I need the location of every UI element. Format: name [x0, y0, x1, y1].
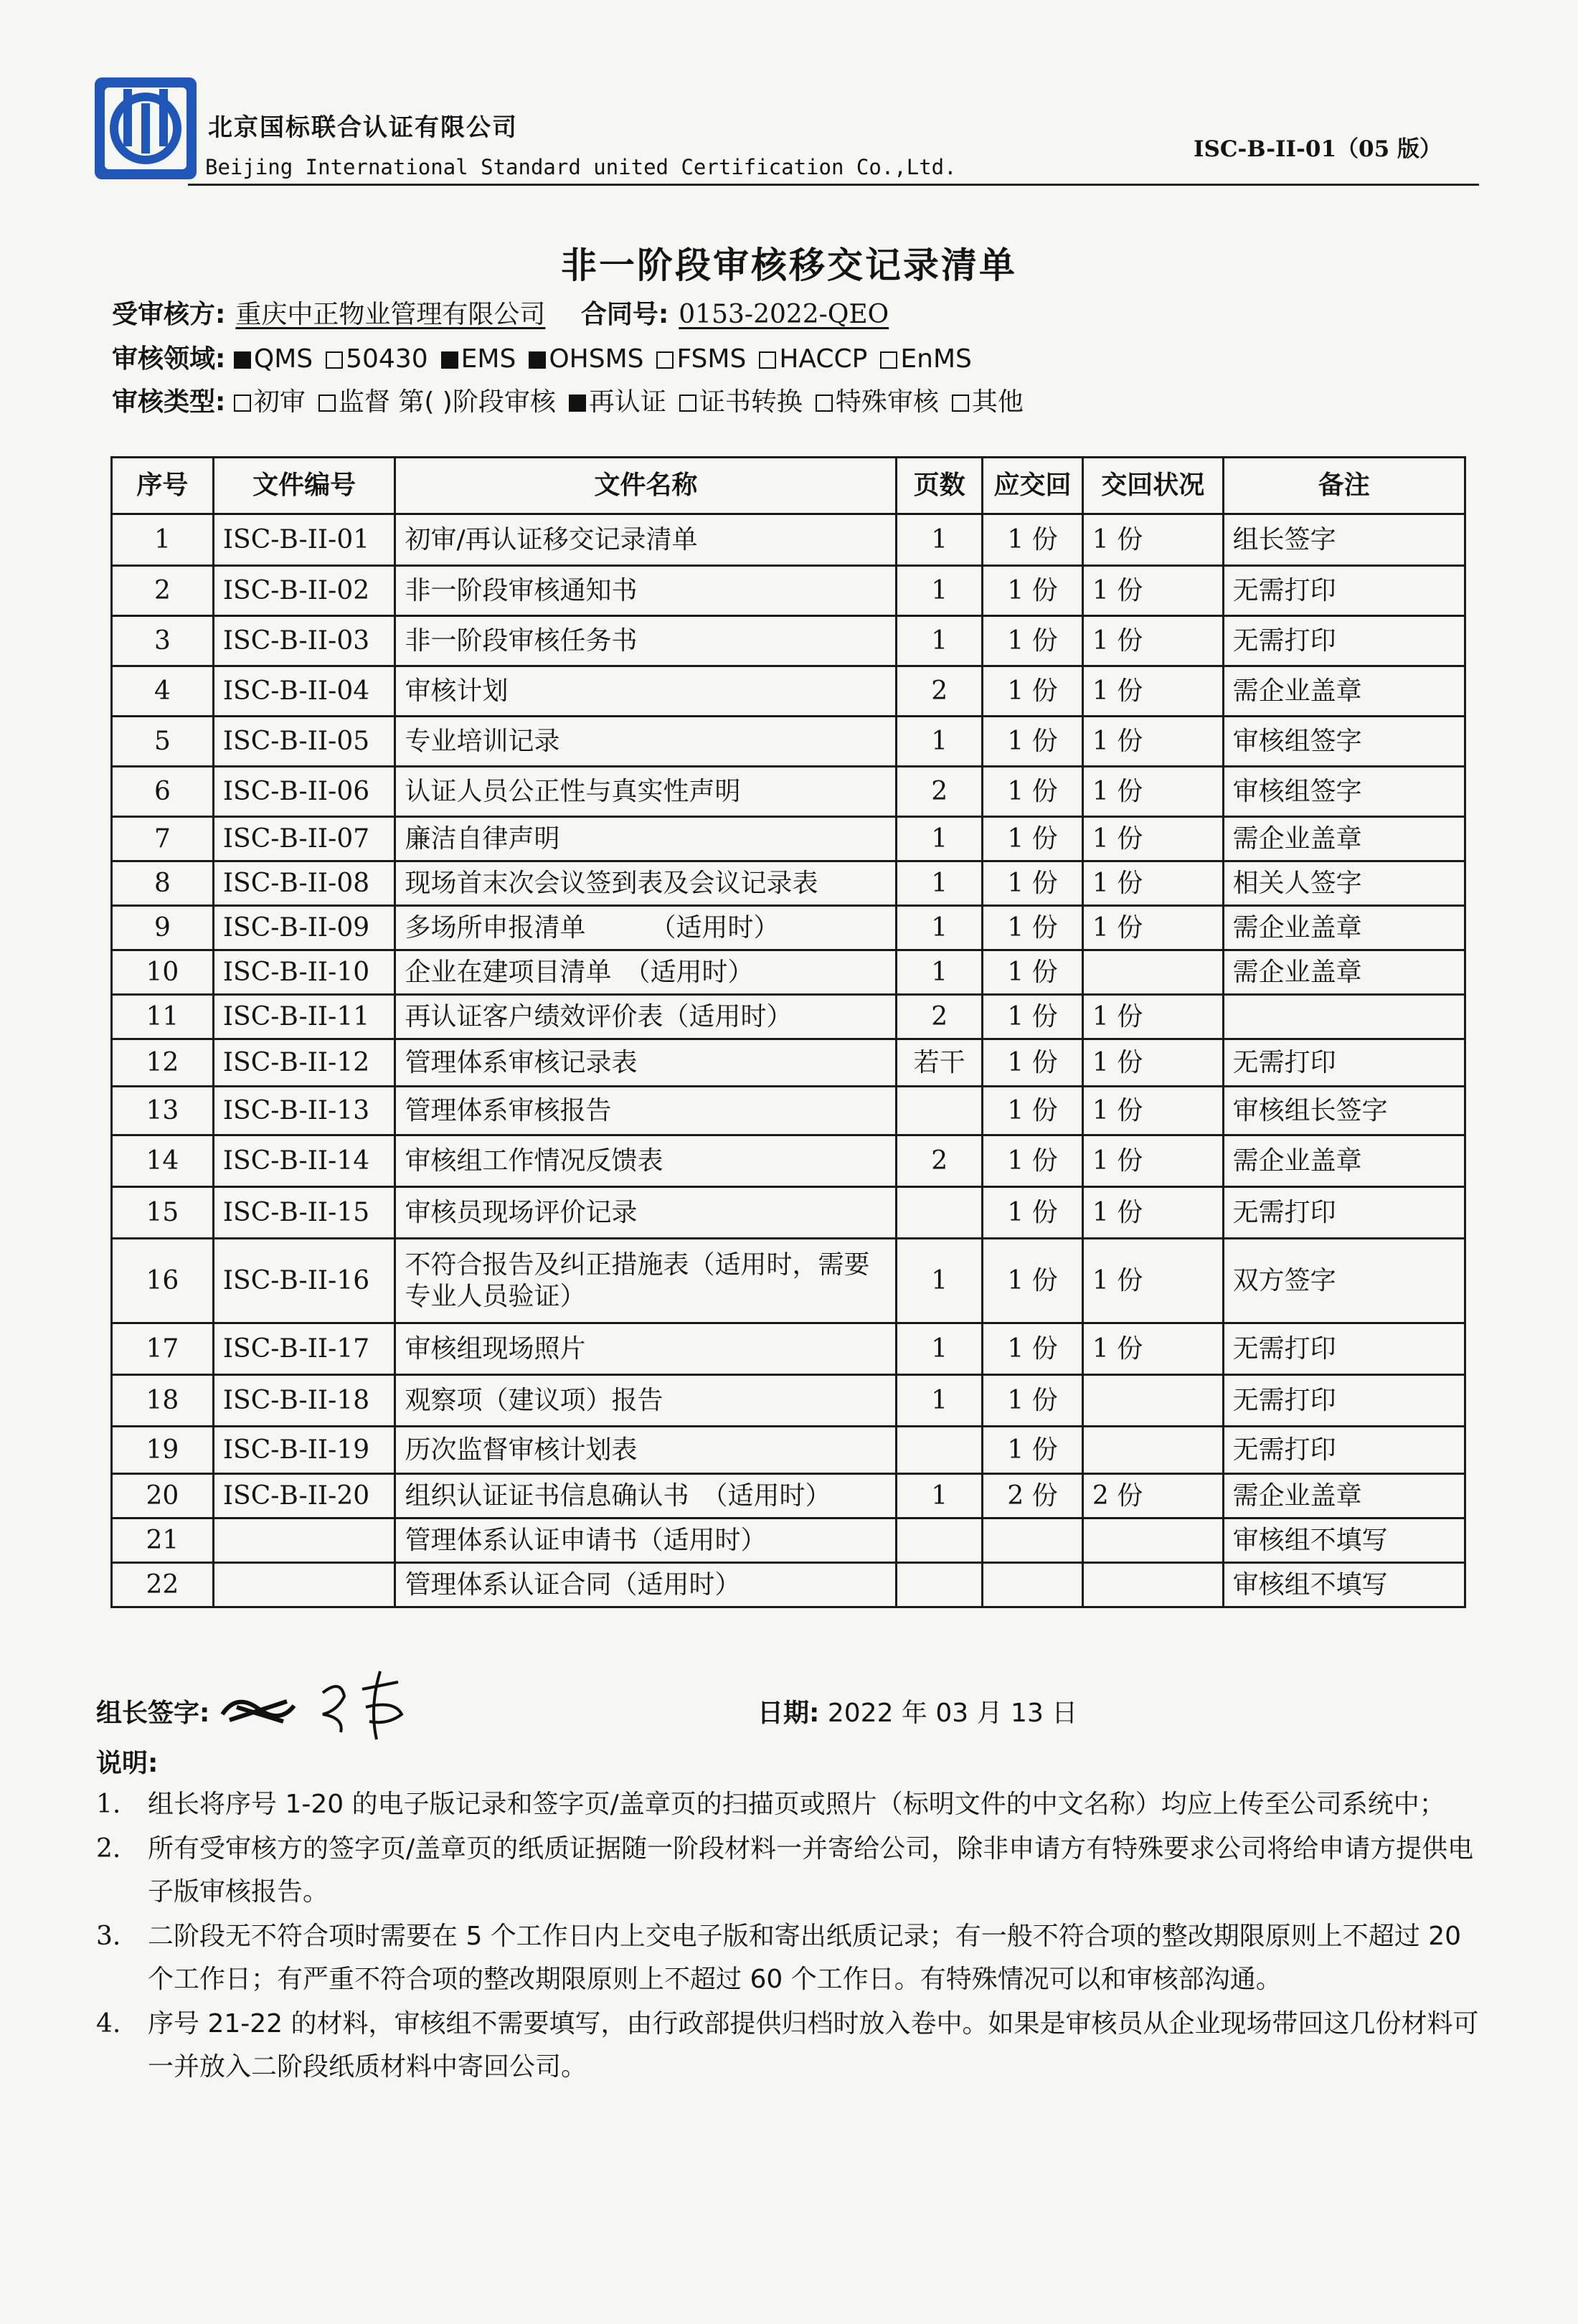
audit-domains-label: 审核领域:	[112, 344, 226, 374]
table-cell: 17	[112, 1323, 214, 1375]
table-cell: ISC-B-II-04	[213, 666, 395, 717]
auditee-line	[112, 294, 899, 331]
table-cell: 不符合报告及纠正措施表（适用时，需要专业人员验证）	[395, 1239, 897, 1323]
table-cell: 16	[112, 1239, 214, 1323]
table-cell: 1	[897, 514, 983, 566]
table-cell	[213, 1518, 395, 1563]
table-cell: 审核组现场照片	[395, 1323, 897, 1375]
table-cell: ISC-B-II-17	[213, 1323, 395, 1375]
table-cell: 1 份	[1082, 995, 1223, 1039]
table-cell: ISC-B-II-18	[213, 1375, 395, 1427]
table-cell: ISC-B-II-02	[213, 566, 395, 616]
leader-signature-label: 组长签字:	[96, 1699, 210, 1728]
table-cell: 1 份	[983, 817, 1083, 861]
table-cell	[897, 1563, 983, 1607]
table-row	[112, 1187, 1465, 1239]
table-cell: ISC-B-II-08	[213, 861, 395, 906]
table-cell	[897, 1187, 983, 1239]
table-cell	[983, 1563, 1083, 1607]
table-cell: 2	[897, 995, 983, 1039]
table-cell: 1 份	[1082, 566, 1223, 616]
table-cell: ISC-B-II-15	[213, 1187, 395, 1239]
date-label: 日期:	[757, 1699, 820, 1728]
table-cell: 管理体系认证申请书（适用时）	[395, 1518, 897, 1563]
audit-type-option[interactable]	[952, 382, 1024, 418]
table-cell: ISC-B-II-01	[213, 514, 395, 566]
table-cell: 1	[112, 514, 214, 566]
table-cell: 1 份	[983, 616, 1083, 666]
note-text: 序号 21-22 的材料，审核组不需要填写，由行政部提供归档时放入卷中。如果是审核员从企业现场带回这几份材料可一并放入二阶段纸质材料中寄回公司。	[148, 2009, 1479, 2082]
table-row	[112, 566, 1465, 616]
table-cell: 1 份	[983, 514, 1083, 566]
domain-option-label: EnMS	[900, 344, 972, 374]
table-cell: 1 份	[1082, 1187, 1223, 1239]
audit-type-option[interactable]	[679, 382, 803, 418]
table-cell: 再认证客户绩效评价表（适用时）	[395, 995, 897, 1039]
table-cell: 1 份	[983, 1187, 1083, 1239]
table-cell: ISC-B-II-10	[213, 950, 395, 995]
table-cell: 2 份	[983, 1474, 1083, 1518]
checked-box-icon[interactable]	[441, 351, 458, 369]
table-cell: 需企业盖章	[1223, 906, 1465, 950]
table-cell: 2	[897, 666, 983, 717]
table-cell: 需企业盖章	[1223, 1474, 1465, 1518]
table-row	[112, 995, 1465, 1039]
table-cell	[1082, 1563, 1223, 1607]
auditee-value: 重庆中正物业管理有限公司	[235, 300, 546, 329]
table-cell: 专业培训记录	[395, 717, 897, 767]
table-cell: 1	[897, 817, 983, 861]
note-item	[96, 1783, 1480, 1826]
table-cell: 非一阶段审核通知书	[395, 566, 897, 616]
table-cell: 18	[112, 1375, 214, 1427]
table-cell: 无需打印	[1223, 1323, 1465, 1375]
company-name-en: Beijing International Standard united Certification Co.,Ltd.	[205, 155, 957, 179]
table-cell: ISC-B-II-12	[213, 1039, 395, 1087]
table-cell: 2	[897, 1135, 983, 1187]
domain-option-label: OHSMS	[549, 344, 644, 374]
table-cell: 无需打印	[1223, 1039, 1465, 1087]
table-row	[112, 1474, 1465, 1518]
domain-option[interactable]	[441, 344, 516, 374]
table-cell: 1	[897, 1323, 983, 1375]
table-cell: 1 份	[983, 906, 1083, 950]
table-row	[112, 767, 1465, 817]
table-cell: 无需打印	[1223, 1375, 1465, 1427]
notes-label: 说明:	[96, 1749, 159, 1778]
table-cell: 1	[897, 906, 983, 950]
note-number: 4.	[96, 2009, 121, 2039]
table-cell: ISC-B-II-13	[213, 1087, 395, 1135]
table-cell: 1 份	[983, 717, 1083, 767]
domain-option-label: 50430	[346, 344, 428, 374]
table-cell: 8	[112, 861, 214, 906]
table-row	[112, 616, 1465, 666]
table-cell: 12	[112, 1039, 214, 1087]
table-cell: 无需打印	[1223, 566, 1465, 616]
domain-option[interactable]	[326, 344, 428, 374]
table-row	[112, 1135, 1465, 1187]
table-cell	[213, 1563, 395, 1607]
table-cell	[897, 1427, 983, 1474]
note-text: 所有受审核方的签字页/盖章页的纸质证据随一阶段材料一并寄给公司，除非申请方有特殊要求公司将给申请方提供电子版审核报告。	[148, 1834, 1474, 1907]
table-cell: 1 份	[1082, 1135, 1223, 1187]
table-cell: 1 份	[983, 995, 1083, 1039]
table-cell: 审核组长签字	[1223, 1087, 1465, 1135]
table-header-row	[112, 458, 1465, 514]
unchecked-box-icon[interactable]	[326, 351, 343, 369]
table-cell	[897, 1518, 983, 1563]
table-cell: 14	[112, 1135, 214, 1187]
table-row	[112, 906, 1465, 950]
table-cell: 组织认证证书信息确认书 （适用时）	[395, 1474, 897, 1518]
column-header: 文件名称	[395, 458, 897, 514]
audit-type-option-label: 其他	[971, 387, 1024, 417]
domain-option[interactable]	[529, 344, 643, 374]
unchecked-box-icon[interactable]	[318, 395, 336, 412]
audit-type-option-label: 再认证	[588, 387, 666, 417]
note-number: 3.	[96, 1922, 121, 1951]
column-header: 页数	[897, 458, 983, 514]
table-row	[112, 717, 1465, 767]
table-cell: 19	[112, 1427, 214, 1474]
table-row	[112, 1375, 1465, 1427]
table-cell: 若干	[897, 1039, 983, 1087]
note-text: 组长将序号 1-20 的电子版记录和签字页/盖章页的扫描页或照片（标明文件的中文名称）均应上传至公司系统中；	[148, 1790, 1445, 1819]
table-cell: 1	[897, 861, 983, 906]
table-cell: 1 份	[1082, 817, 1223, 861]
audit-types-options	[234, 387, 1036, 417]
table-cell: 7	[112, 817, 214, 861]
header-divider	[188, 184, 1479, 186]
table-body	[112, 514, 1465, 1607]
table-cell: 审核组工作情况反馈表	[395, 1135, 897, 1187]
table-cell: 3	[112, 616, 214, 666]
table-cell: 1 份	[983, 1427, 1083, 1474]
table-cell	[1082, 950, 1223, 995]
table-cell: 1 份	[1082, 861, 1223, 906]
table-cell: 现场首末次会议签到表及会议记录表	[395, 861, 897, 906]
table-row	[112, 666, 1465, 717]
table-cell: 1	[897, 1474, 983, 1518]
checked-box-icon[interactable]	[234, 351, 251, 369]
table-cell: 1 份	[983, 861, 1083, 906]
table-cell: 9	[112, 906, 214, 950]
audit-type-option[interactable]	[318, 382, 556, 418]
table-cell: 1 份	[983, 1239, 1083, 1323]
table-cell: 5	[112, 717, 214, 767]
table-cell: 管理体系审核报告	[395, 1087, 897, 1135]
domain-option[interactable]	[656, 344, 746, 374]
audit-type-option[interactable]	[234, 382, 306, 418]
table-cell: 无需打印	[1223, 1187, 1465, 1239]
table-cell: ISC-B-II-06	[213, 767, 395, 817]
unchecked-box-icon[interactable]	[759, 351, 776, 369]
domain-option[interactable]	[234, 344, 313, 374]
unchecked-box-icon[interactable]	[816, 395, 833, 412]
table-cell: 审核员现场评价记录	[395, 1187, 897, 1239]
table-cell: 审核组签字	[1223, 767, 1465, 817]
table-cell: 历次监督审核计划表	[395, 1427, 897, 1474]
document-code: ISC-B-II-01（05 版）	[1193, 136, 1442, 162]
table-cell: 22	[112, 1563, 214, 1607]
checked-box-icon[interactable]	[529, 351, 546, 369]
table-cell: 认证人员公正性与真实性声明	[395, 767, 897, 817]
audit-type-option-label: 证书转换	[699, 387, 803, 417]
table-cell: 需企业盖章	[1223, 666, 1465, 717]
table-cell	[1082, 1375, 1223, 1427]
contract-label: 合同号:	[580, 300, 669, 329]
table-cell: ISC-B-II-20	[213, 1474, 395, 1518]
table-cell: 1	[897, 950, 983, 995]
table-cell: ISC-B-II-05	[213, 717, 395, 767]
note-item	[96, 1828, 1480, 1914]
domain-option[interactable]	[759, 344, 867, 374]
table-cell: 6	[112, 767, 214, 817]
column-header: 备注	[1223, 458, 1465, 514]
table-cell	[1082, 1427, 1223, 1474]
table-row	[112, 861, 1465, 906]
table-cell: 审核组不填写	[1223, 1563, 1465, 1607]
table-cell: 需企业盖章	[1223, 950, 1465, 995]
table-cell: 13	[112, 1087, 214, 1135]
table-cell: 1	[897, 1375, 983, 1427]
company-logo-icon	[92, 75, 199, 182]
table-cell: ISC-B-II-11	[213, 995, 395, 1039]
table-cell: 1 份	[1082, 717, 1223, 767]
table-cell: 1 份	[983, 1135, 1083, 1187]
table-cell: 1 份	[1082, 514, 1223, 566]
date-line	[757, 1693, 1077, 1729]
table-cell: 1 份	[983, 767, 1083, 817]
company-name-cn: 北京国标联合认证有限公司	[208, 113, 518, 142]
table-row	[112, 817, 1465, 861]
table-cell: 1 份	[1082, 666, 1223, 717]
column-header: 应交回	[983, 458, 1083, 514]
audit-types-label: 审核类型:	[112, 387, 226, 417]
page-title: 非一阶段审核移交记录清单	[561, 245, 1017, 286]
table-cell: 初审/再认证移交记录清单	[395, 514, 897, 566]
table-row	[112, 1239, 1465, 1323]
table-cell: 2	[897, 767, 983, 817]
table-row	[112, 1427, 1465, 1474]
table-cell: 廉洁自律声明	[395, 817, 897, 861]
table-cell: ISC-B-II-03	[213, 616, 395, 666]
table-row	[112, 1087, 1465, 1135]
table-cell: 20	[112, 1474, 214, 1518]
column-header: 文件编号	[213, 458, 395, 514]
table-cell: 观察项（建议项）报告	[395, 1375, 897, 1427]
table-cell: 需企业盖章	[1223, 1135, 1465, 1187]
table-cell: 审核组签字	[1223, 717, 1465, 767]
table-cell: 1	[897, 566, 983, 616]
note-number: 1.	[96, 1790, 121, 1819]
table-cell: 双方签字	[1223, 1239, 1465, 1323]
table-cell: ISC-B-II-19	[213, 1427, 395, 1474]
table-cell: 管理体系审核记录表	[395, 1039, 897, 1087]
audit-type-option[interactable]	[816, 382, 939, 418]
table-cell: 1 份	[983, 666, 1083, 717]
audit-types-line	[112, 382, 1036, 418]
table-cell: 15	[112, 1187, 214, 1239]
date-value: 2022 年 03 月 13 日	[827, 1699, 1078, 1728]
note-item	[96, 2003, 1480, 2089]
table-cell: 4	[112, 666, 214, 717]
audit-type-option-label: 初审	[253, 387, 306, 417]
audit-type-option-label: 监督 第( )阶段审核	[338, 387, 556, 417]
table-cell: 1 份	[1082, 1087, 1223, 1135]
table-cell: 1 份	[1082, 1323, 1223, 1375]
table-cell: 企业在建项目清单 （适用时）	[395, 950, 897, 995]
table-cell: 1 份	[983, 1087, 1083, 1135]
table-cell	[983, 1518, 1083, 1563]
handwritten-signature-icon	[215, 1664, 430, 1743]
table-row	[112, 1323, 1465, 1375]
unchecked-box-icon[interactable]	[880, 351, 897, 369]
audit-type-option[interactable]	[569, 382, 666, 418]
records-table	[110, 456, 1466, 1608]
domain-option-label: FSMS	[676, 344, 747, 374]
table-cell: 审核组不填写	[1223, 1518, 1465, 1563]
table-cell: 1	[897, 717, 983, 767]
table-cell: 无需打印	[1223, 616, 1465, 666]
table-cell: 21	[112, 1518, 214, 1563]
table-row	[112, 1039, 1465, 1087]
table-cell	[1223, 995, 1465, 1039]
table-cell: 1 份	[983, 1323, 1083, 1375]
audit-type-option-label: 特殊审核	[835, 387, 939, 417]
table-cell: 无需打印	[1223, 1427, 1465, 1474]
note-number: 2.	[96, 1834, 121, 1864]
domain-option-label: EMS	[460, 344, 516, 374]
table-cell: 1 份	[983, 1375, 1083, 1427]
table-cell: 非一阶段审核任务书	[395, 616, 897, 666]
table-cell: 1 份	[1082, 906, 1223, 950]
table-cell: 需企业盖章	[1223, 817, 1465, 861]
table-cell: 1 份	[1082, 767, 1223, 817]
table-cell	[897, 1087, 983, 1135]
checked-box-icon[interactable]	[569, 395, 586, 412]
table-row	[112, 514, 1465, 566]
table-cell: 组长签字	[1223, 514, 1465, 566]
domain-option[interactable]	[880, 344, 971, 374]
table-cell: 2 份	[1082, 1474, 1223, 1518]
contract-value: 0153-2022-QEO	[679, 300, 889, 329]
column-header: 交回状况	[1082, 458, 1223, 514]
table-cell: 10	[112, 950, 214, 995]
note-item	[96, 1915, 1480, 2001]
table-cell: 审核计划	[395, 666, 897, 717]
table-cell: 2	[112, 566, 214, 616]
table-cell: 1 份	[983, 950, 1083, 995]
notes-list	[96, 1783, 1480, 2090]
table-row	[112, 950, 1465, 995]
audit-domains-options	[234, 344, 985, 374]
unchecked-box-icon[interactable]	[679, 395, 696, 412]
table-cell	[1082, 1518, 1223, 1563]
table-cell: 1	[897, 1239, 983, 1323]
unchecked-box-icon[interactable]	[656, 351, 674, 369]
table-cell: 管理体系认证合同（适用时）	[395, 1563, 897, 1607]
column-header: 序号	[112, 458, 214, 514]
auditee-label: 受审核方:	[112, 300, 226, 329]
table-cell: 1 份	[1082, 1039, 1223, 1087]
table-row	[112, 1518, 1465, 1563]
table-cell: 11	[112, 995, 214, 1039]
table-cell: 多场所申报清单 （适用时）	[395, 906, 897, 950]
unchecked-box-icon[interactable]	[952, 395, 969, 412]
table-cell: 1 份	[1082, 1239, 1223, 1323]
note-text: 二阶段无不符合项时需要在 5 个工作日内上交电子版和寄出纸质记录；有一般不符合项的整改期限原则上不超过 20 个工作日；有严重不符合项的整改期限原则上不超过 60 个工作日。有特殊情况可以和审核部沟通。	[148, 1922, 1462, 1994]
audit-domains-line	[112, 339, 985, 375]
table-cell: 相关人签字	[1223, 861, 1465, 906]
table-cell: 1 份	[1082, 616, 1223, 666]
table-cell: ISC-B-II-07	[213, 817, 395, 861]
table-cell: ISC-B-II-14	[213, 1135, 395, 1187]
table-cell: ISC-B-II-09	[213, 906, 395, 950]
table-cell: ISC-B-II-16	[213, 1239, 395, 1323]
table-cell: 1 份	[983, 1039, 1083, 1087]
domain-option-label: HACCP	[779, 344, 868, 374]
table-cell: 1 份	[983, 566, 1083, 616]
table-cell: 1	[897, 616, 983, 666]
domain-option-label: QMS	[253, 344, 313, 374]
table-row	[112, 1563, 1465, 1607]
unchecked-box-icon[interactable]	[234, 395, 251, 412]
